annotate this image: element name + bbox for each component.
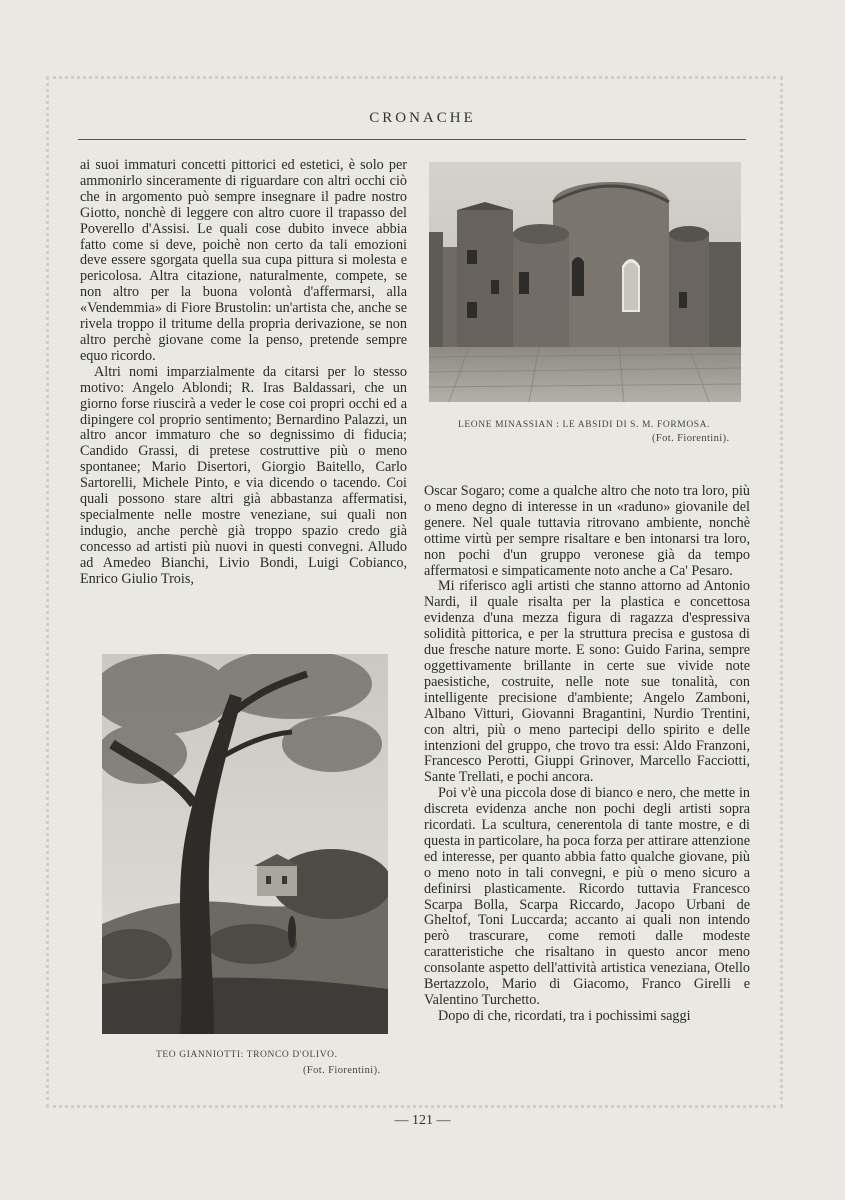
page-number: — 121 —	[394, 1113, 451, 1128]
church-caption: LEONE MINASSIAN : LE ABSIDI DI S. M. FORMOSA.	[458, 420, 711, 430]
tree-caption: TEO GIANNIOTTI: TRONCO D'OLIVO.	[156, 1050, 338, 1060]
left-column-text	[80, 158, 407, 587]
running-header: CRONACHE	[369, 110, 476, 126]
paragraph: Mi riferisco agli artisti che stanno attorno ad Antonio Nardi, il quale risalta per la plastica e concettosa evidenza d'una mezza figura di ragazza d'espressiva solidità pittorica, e per la struttura precisa e gustosa di due fresche nature morte. E sono: Guido Farina, sempre oggettivamente brillante in certe sue vivide note paesistiche, costruite, nelle note sue tonalità, con intelligente precisione d'ambiente; Angelo Zamboni, Albano Vitturi, Giovanni Bragantini, Nurdio Trentini, con altri, più o meno partecipi dello spirito e delle intenzioni del gruppo, che trovo tra essi: Aldo Franzoni, Francesco Perotti, Giuppi Grinover, Marcello Facciotti, Sante Trellati, e pochi ancora.	[424, 578, 750, 786]
olive-trunk-photo	[102, 654, 388, 1034]
paragraph: Oscar Sogaro; come a qualche altro che noto tra loro, più o meno degno di interesse in un «raduno» giovanile del genere. Nel quale tuttavia ritrovano ambiente, nonchè ottime virtù per sempre risaltare e ben intonarsi tra loro, non pochi d'un gruppo veronese già da tempo affermatosi e simpaticamente noto anche a Ca' Pesaro.	[424, 483, 750, 579]
paragraph: Altri nomi imparzialmente da citarsi per lo stesso motivo: Angelo Ablondi; R. Iras Baldassari, che un giorno forse riuscirà a veder le cose coi propri occhi ed a dipingere col proprio sentimento; Bernardino Palazzi, un altro ancor immaturo che so degnissimo di fiducia; Candido Grassi, di pretese costruttive più o meno spontanee; Mario Disertori, Giorgio Baitello, Carlo Sartorelli, Michele Pinto, e via dicendo o tacendo. Coi quali possono stare altri già abbastanza affermatisi, specialmente nelle mostre veneziane, sui quali non indugio, anche perchè già troppo spazio credo già concesso ad artisti più nuovi in questi convegni. Alludo ad Amedeo Bianchi, Livio Bondi, Luigi Cobianco, Enrico Giulio Trois,	[80, 363, 407, 587]
paragraph: Poi v'è una piccola dose di bianco e nero, che mette in discreta evidenza anche non pochi degli artisti sopra ricordati. La scultura, cenerentola di tante mostre, e di questa in particolare, ha poca forza per attirare attenzione ed interesse, per quanto abbia fatto qualche giovane, più o meno noto in tali convegni, e più o meno sicuro a definirsi plasticamente. Ricordo tuttavia Francesco Scarpa Bolla, Scarpa Riccardo, Jacopo Urbani de Gheltof, Toni Luccarda; accanto ai quali non intendo però trascurare, come remoti dalle modeste caratteristiche che risaltano in questo ancor meno consolante aspetto dell'attività artistica veneziana, Otello Bertazzolo, Mario di Giacomo, Franco Girelli e Valentino Turchetto.	[424, 785, 750, 1008]
header-rule	[78, 139, 746, 140]
tree-photo-credit: (Fot. Fiorentini).	[303, 1065, 381, 1076]
right-column-text	[424, 484, 750, 1025]
church-photo-credit: (Fot. Fiorentini).	[652, 433, 730, 444]
paragraph: ai suoi immaturi concetti pittorici ed estetici, è solo per ammonirlo sinceramente di riguardare con altri occhi ciò che in argomento può sempre insegnare il padre nostro Giotto, nonchè di leggere con altro cuore il trapasso del Poverello d'Assisi. Le quali cose dubito invece abbia fatto come si deve, poichè non certo da tali emozioni deve essere sgorgata quella sua cupa pittura si molesta e pericolosa. Altra citazione, naturalmente, compete, se non altro per la buona volontà d'affermarsi, alla «Vendemmia» di Fiore Brustolin: un'artista che, anche se rivela troppo il tritume della propria derivazione, se non altro perchè giovane come la penso, pretende sempre equo ricordo.	[80, 157, 407, 364]
paragraph: Dopo di che, ricordati, tra i pochissimi saggi	[438, 1007, 691, 1024]
church-apse-photo	[429, 162, 741, 402]
